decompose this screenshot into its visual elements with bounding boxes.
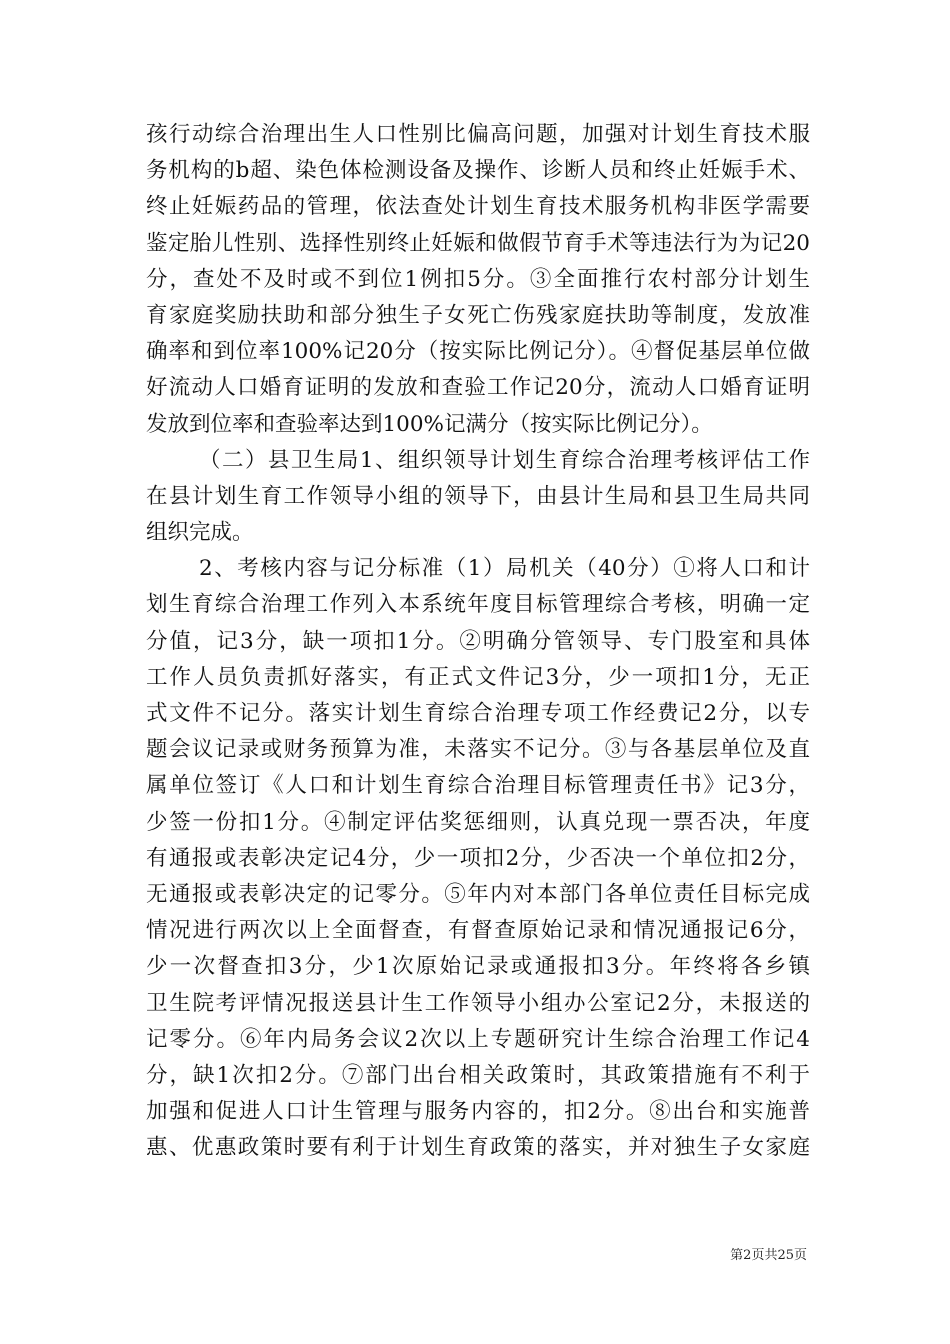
text-line: 组织完成。 xyxy=(146,520,254,546)
text-line: 少一次督查扣3分，少1次原始记录或通报扣3分。年终将各乡镇 xyxy=(146,954,810,980)
text-line: 有通报或表彰决定记4分，少一项扣2分，少否决一个单位扣2分， xyxy=(146,845,810,871)
text-line: 属单位签订《人口和计划生育综合治理目标管理责任书》记3分， xyxy=(146,773,810,799)
document-body xyxy=(146,117,810,1166)
text-line: 加强和促进人口计生管理与服务内容的，扣2分。⑧出台和实施普 xyxy=(146,1099,810,1125)
text-line: 好流动人口婚育证明的发放和查验工作记20分，流动人口婚育证明 xyxy=(146,375,810,401)
text-line: 务机构的b超、染色体检测设备及操作、诊断人员和终止妊娠手术、 xyxy=(146,158,810,184)
text-line: 分值，记3分，缺一项扣1分。②明确分管领导、专门股室和具体 xyxy=(146,628,810,654)
text-line: 确率和到位率100%记20分（按实际比例记分）。④督促基层单位做 xyxy=(146,339,810,365)
text-line: 无通报或表彰决定的记零分。⑤年内对本部门各单位责任目标完成 xyxy=(146,881,810,907)
text-line: 鉴定胎儿性别、选择性别终止妊娠和做假节育手术等违法行为为记20 xyxy=(146,230,810,256)
text-line: 终止妊娠药品的管理，依法查处计划生育技术服务机构非医学需要 xyxy=(146,194,810,220)
text-line: 育家庭奖励扶助和部分独生子女死亡伤残家庭扶助等制度，发放准 xyxy=(146,302,810,328)
text-line: 卫生院考评情况报送县计生工作领导小组办公室记2分，未报送的 xyxy=(146,990,810,1016)
text-line: 式文件不记分。落实计划生育综合治理专项工作经费记2分，以专 xyxy=(146,701,810,726)
text-line: 分，缺1次扣2分。⑦部门出台相关政策时，其政策措施有不利于 xyxy=(146,1062,810,1088)
text-line: 情况进行两次以上全面督查，有督查原始记录和情况通报记6分， xyxy=(146,918,810,944)
page-number: 第2页共25页 xyxy=(730,1248,807,1263)
text-line: 分，查处不及时或不到位1例扣5分。③全面推行农村部分计划生 xyxy=(146,266,810,292)
text-line: 划生育综合治理工作列入本系统年度目标管理综合考核，明确一定 xyxy=(146,592,810,618)
text-line: 记零分。⑥年内局务会议2次以上专题研究计生综合治理工作记4 xyxy=(146,1026,810,1052)
text-line: 发放到位率和查验率达到100%记满分（按实际比例记分）。 xyxy=(146,411,713,437)
text-line: 2、考核内容与记分标准（1）局机关（40分）①将人口和计 xyxy=(199,556,810,582)
text-line: 在县计划生育工作领导小组的领导下，由县计生局和县卫生局共同 xyxy=(146,483,810,509)
text-line: 工作人员负责抓好落实，有正式文件记3分，少一项扣1分，无正 xyxy=(146,664,810,690)
text-line: 孩行动综合治理出生人口性别比偏高问题，加强对计划生育技术服 xyxy=(146,122,810,147)
text-line: （二）县卫生局1、组织领导计划生育综合治理考核评估工作 xyxy=(199,447,810,473)
text-line: 惠、优惠政策时要有利于计划生育政策的落实，并对独生子女家庭 xyxy=(146,1135,810,1161)
text-line: 少签一份扣1分。④制定评估奖惩细则，认真兑现一票否决，年度 xyxy=(146,809,810,835)
text-line: 题会议记录或财务预算为准，未落实不记分。③与各基层单位及直 xyxy=(146,737,810,763)
